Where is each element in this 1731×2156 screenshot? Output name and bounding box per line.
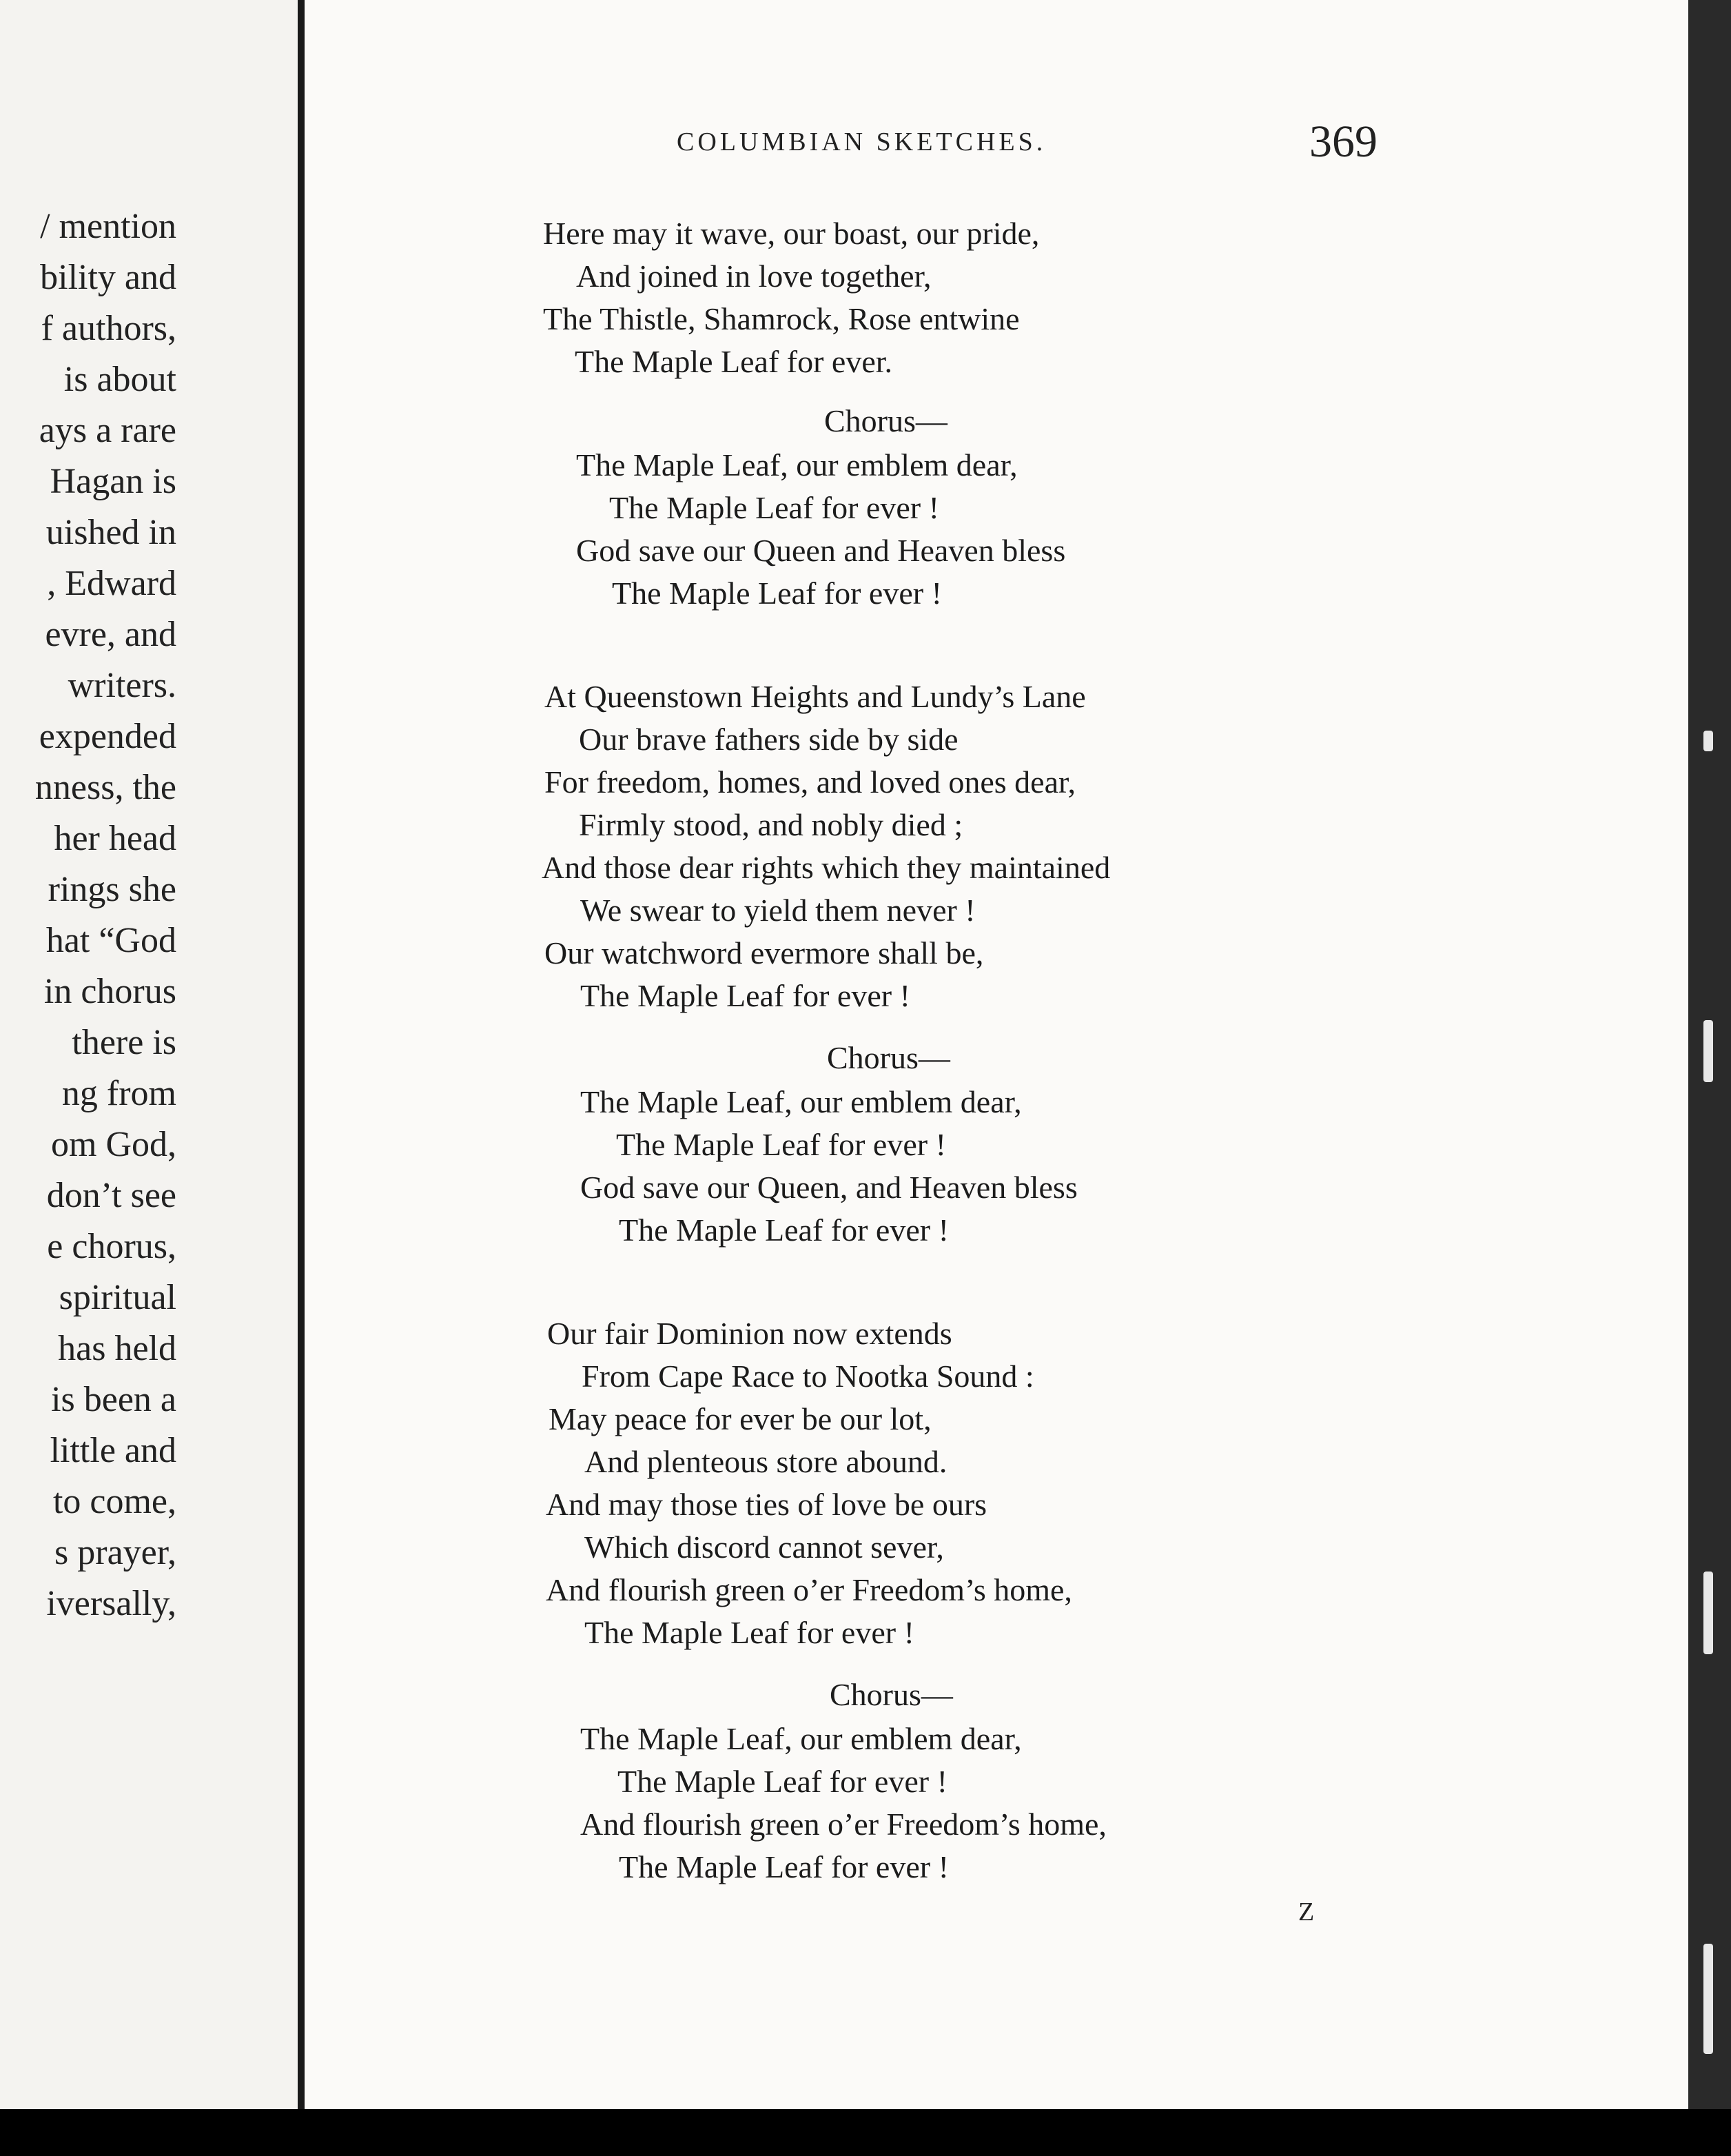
left-page-line: hat “God [45, 921, 176, 960]
verse-line: And flourish green o’er Freedom’s home, [580, 1807, 1107, 1842]
verse-line: The Maple Leaf for ever ! [612, 576, 942, 611]
left-page-line: ays a rare [39, 411, 176, 450]
edge-fleck [1703, 1020, 1713, 1082]
verse-line: May peace for ever be our lot, [549, 1401, 932, 1436]
left-page-line: writers. [68, 666, 176, 705]
chorus-heading: Chorus— [824, 403, 948, 438]
verse-line: The Maple Leaf for ever. [575, 344, 893, 379]
verse-line: Which discord cannot sever, [584, 1529, 944, 1565]
page-number: 369 [1309, 116, 1377, 167]
verse-line: The Maple Leaf for ever ! [584, 1615, 914, 1650]
page-edge-strip [1688, 0, 1731, 2109]
verse-line: And flourish green o’er Freedom’s home, [546, 1572, 1072, 1607]
verse-line: Firmly stood, and nobly died ; [579, 807, 963, 842]
left-page [0, 0, 298, 2109]
verse-line: The Maple Leaf for ever ! [616, 1127, 946, 1162]
left-page-line: Hagan is [50, 462, 176, 501]
verse-line: At Queenstown Heights and Lundy’s Lane [544, 679, 1086, 714]
verse-line: The Maple Leaf for ever ! [619, 1212, 949, 1248]
verse-line: We swear to yield them never ! [580, 893, 976, 928]
verse-line: The Thistle, Shamrock, Rose entwine [543, 301, 1020, 336]
left-page-line: to come, [52, 1482, 176, 1521]
verse-line: The Maple Leaf, our emblem dear, [580, 1721, 1022, 1756]
left-page-line: bility and [40, 258, 176, 297]
left-page-line: uished in [45, 513, 176, 552]
left-page-line: s prayer, [54, 1533, 176, 1572]
left-page-line: rings she [48, 870, 176, 909]
signature-mark: Z [1298, 1898, 1315, 1926]
left-page-line: has held [58, 1329, 176, 1368]
left-page-text [35, 201, 176, 1629]
left-page-line: nness, the [34, 768, 176, 807]
verse-line: Here may it wave, our boast, our pride, [543, 216, 1040, 251]
left-page-line: her head [54, 819, 176, 858]
left-page-line: is been a [51, 1380, 176, 1419]
verse-line: The Maple Leaf, our emblem dear, [576, 447, 1018, 482]
book-gutter [298, 0, 305, 2109]
left-page-line: , Edward [47, 564, 176, 603]
verse-line: Our brave fathers side by side [579, 722, 959, 757]
verse-line: The Maple Leaf for ever ! [619, 1849, 949, 1884]
verse-line: And those dear rights which they maintained [542, 850, 1111, 885]
verse-line: The Maple Leaf, our emblem dear, [580, 1084, 1022, 1119]
verse-line: God save our Queen and Heaven bless [576, 533, 1066, 568]
left-page-line: expended [39, 717, 176, 756]
left-page-line: f authors, [41, 309, 176, 348]
left-page-line: don’t see [46, 1176, 176, 1215]
left-page-line: e chorus, [47, 1227, 176, 1266]
verse-line: The Maple Leaf for ever ! [609, 490, 939, 525]
left-page-line: in chorus [43, 972, 176, 1011]
left-page-line: om God, [51, 1125, 176, 1164]
edge-fleck [1703, 1944, 1713, 2054]
chorus-heading: Chorus— [830, 1677, 953, 1712]
verse-line: And joined in love together, [576, 258, 932, 294]
edge-fleck [1703, 731, 1713, 751]
verse-line: The Maple Leaf for ever ! [580, 978, 910, 1013]
left-page-line: evre, and [45, 615, 176, 654]
left-page-line: there is [72, 1023, 176, 1062]
chorus-heading: Chorus— [827, 1040, 950, 1075]
left-page-line: / mention [40, 207, 176, 246]
left-page-line: spiritual [59, 1278, 176, 1317]
running-header: COLUMBIAN SKETCHES. [677, 128, 1047, 156]
verse-line: Our watchword evermore shall be, [544, 935, 984, 970]
left-page-line: iversally, [46, 1584, 176, 1623]
verse-line: For freedom, homes, and loved ones dear, [544, 764, 1076, 800]
verse-line: And may those ties of love be ours [546, 1487, 987, 1522]
verse-line: From Cape Race to Nootka Sound : [582, 1359, 1034, 1394]
verse-line: Our fair Dominion now extends [547, 1316, 952, 1351]
verse-line: And plenteous store abound. [584, 1444, 948, 1479]
left-page-line: little and [50, 1431, 176, 1470]
left-page-line: is about [63, 360, 176, 399]
left-page-line: ng from [61, 1074, 176, 1113]
verse-line: God save our Queen, and Heaven bless [580, 1170, 1078, 1205]
verse-line: The Maple Leaf for ever ! [617, 1764, 948, 1799]
edge-fleck [1703, 1572, 1713, 1654]
